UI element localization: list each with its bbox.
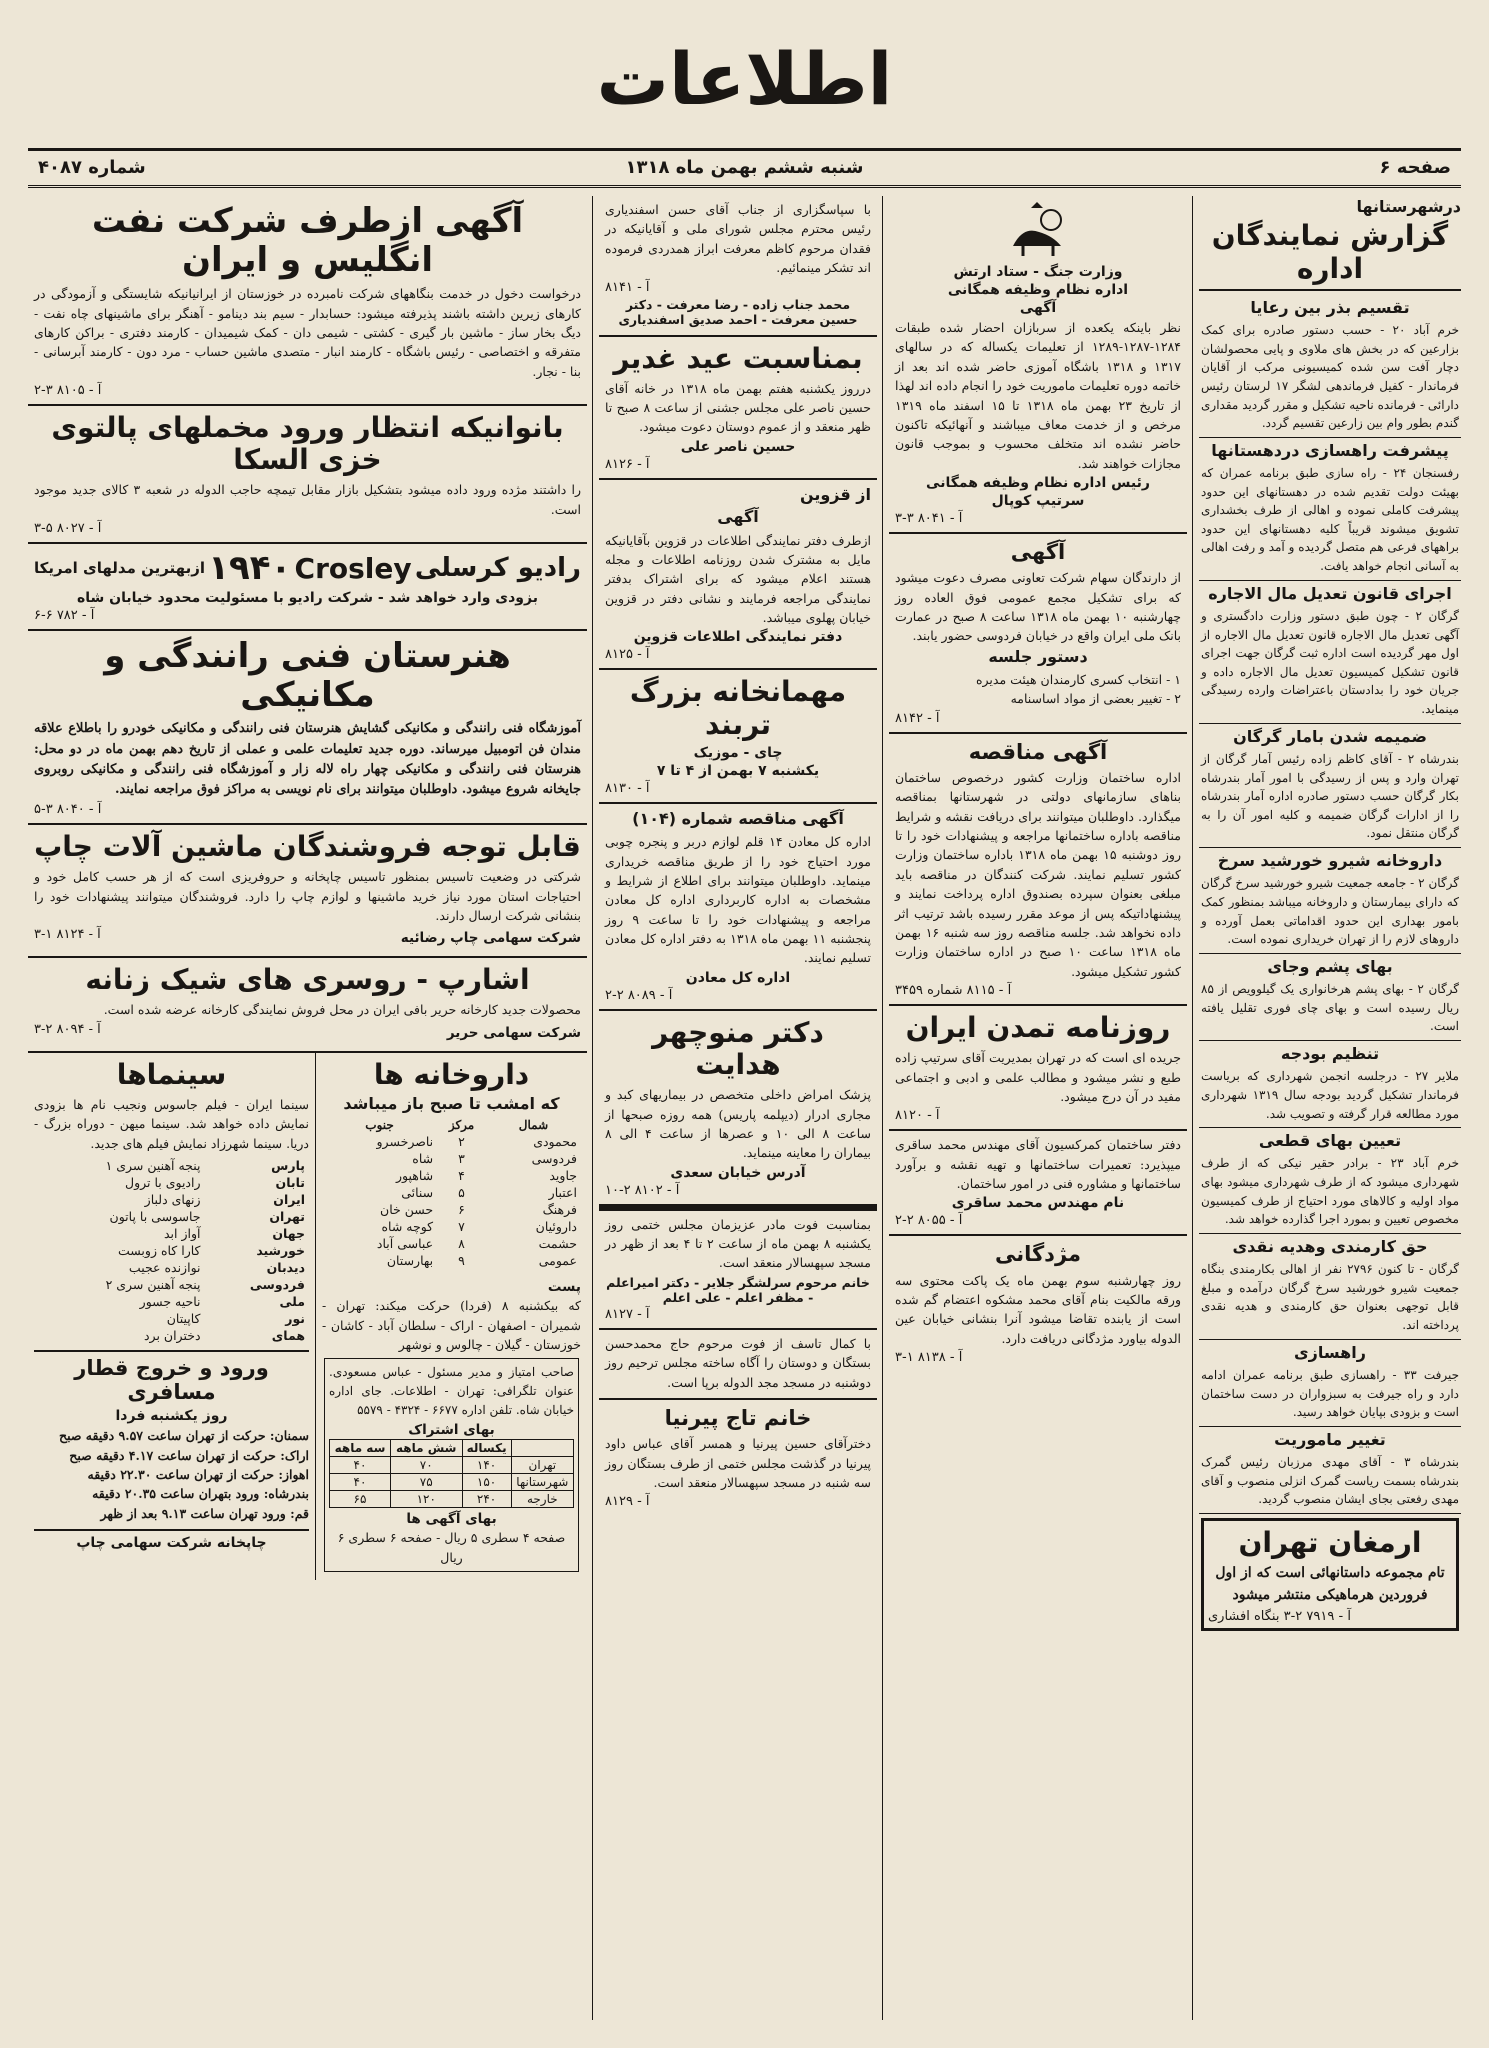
newspaper-page (28, 20, 1461, 2020)
school-text: آموزشگاه فنی رانندگی و مکانیکی گشایش هنرستان فنی رانندگی و مکانیکی خودرو را باطلاع علاقه مندان فن اتومبیل میرساند. دوره جدید تعلیمات علمی و عملی از تاریخ دهم بهمن ماه در دو محل: هنرستان فنی رانندگی و مکانیکی چهار راه لاله زار و آموزشگاه فنی رانندگی و مکانیکی روبروی جایخانه شروع میشود. داوطلبان میتوانند برای نام نویسی به مراکز فوق مراجعه نمایند. (34, 721, 581, 797)
news-heading: تنظیم بودجه (1280, 1043, 1380, 1063)
news-heading: تغییر ماموریت (1274, 1429, 1386, 1449)
train-item: بندرشاه: ورود بتهران ساعت ۲۰.۳۵ دقیقه (92, 1486, 309, 1502)
pharmacy-cell: فرهنگ (542, 1202, 577, 1218)
cinema-name: دیدبان (266, 1259, 305, 1275)
column-social (599, 196, 877, 2020)
train-list (34, 1426, 309, 1523)
doctor-heading: دکتر منوچهر هدایت (652, 1015, 824, 1082)
printing-text: شرکتی در وضعیت تاسیس بمنظور تاسیس چاپخانه و حروفریزی است که از هر حسب کامل خود و احتیاجات استان مورد نیاز خرید ماشینها و لوازم چاپ را دارد. فروشندگان میتوانند پیشنهادات خود را بنشانی شرکت ارسال دارند. (34, 869, 581, 923)
ministry-line3: آگهی (1019, 300, 1057, 316)
train-item: قم: ورود تهران ساعت ۹.۱۳ بعد از ظهر (100, 1505, 309, 1521)
subscription-cell: ۴۰ (330, 1457, 391, 1474)
mourning-notice-3 (599, 1400, 877, 1515)
qazvin-subheading: آگهی (717, 507, 759, 527)
scarf-signature: شرکت سهامی حریر (446, 1024, 581, 1041)
pharmacy-cell: ۹ (458, 1253, 465, 1269)
cinema-film: ناحیه جسور (139, 1293, 201, 1309)
cinema-name: ملی (279, 1293, 305, 1309)
subscription-cell: ۷۰ (390, 1457, 462, 1474)
paper-text: جریده ای است که در تهران بمدیریت آقای سرتیپ زاده طبع و نشر میشود و مطالب علمی و ادبی و اجتماعی مفید در آن درج میشود. (895, 1050, 1181, 1104)
news-text: خرم آباد ۲۰ - حسب دستور صادره برای کمک بزارعین که در بخش های ملاوی و پایی محصولشان دچار آفت سن شده کمیسیونی مرکب از آقایان فرماندار - کفیل فرماندهی لشگر ۱۷ لرستان رئیس دارائی - فرمانده ناحیه تشکیل و مقرر گردید مقداری گندم بطور وام بین زارعین تقسیم گردد. (1201, 323, 1459, 431)
pharmacy-cell: ۴ (458, 1168, 465, 1184)
news-heading: اجرای قانون تعدیل مال الاجاره (1208, 583, 1452, 603)
cinema-name: ایران (273, 1191, 305, 1207)
paper-heading: روزنامه تمدن ایران (905, 1011, 1171, 1045)
agenda-heading: دستور جلسه (988, 646, 1088, 666)
mourning-ref: آ - ۸۱۲۹ (605, 1494, 650, 1510)
news-text: گرگان ۲ - چون طبق دستور وزارت دادگستری و آگهی تعدیل مال الاجاره قانون تعدیل مال الاجاره از اول مهر گردیده است اداره ثبت گرگان جهت اجرای قانون تشکیل کمیسیون تعدیل مال الاجاره داده و جریان خود را بدادستان باعتراضات وارده رسیدگی مینماید. (1201, 609, 1459, 717)
news-text: گرگان ۲ - بهای پشم هرخانواری یک گیلوویص از ۸۵ ریال رسیده است و بهای چای فوری تقلیل یافته است. (1201, 982, 1460, 1034)
mourning-notice-1 (599, 1206, 877, 1330)
hotel-sub: چای - موزیک (693, 744, 783, 761)
news-heading: راهسازی (1294, 1342, 1366, 1362)
agenda-item: ۲ - تغییر بعضی از مواد اساسنامه (1010, 691, 1181, 707)
radio-text: بزودی وارد خواهد شد - شرکت رادیو با مسئولیت محدود خیابان شاه (77, 590, 538, 607)
doctor-text: پزشک امراض داخلی متخصص در بیماریهای کبد و مجاری ادرار (دیپلمه پاریس) همه روزه صبحها از ساعت ۸ الی ۱۰ و عصرها از ساعت ۴ الی ۸ بیماران را معاینه مینماید. (605, 1087, 871, 1161)
section-label: درشهرستانها (1356, 197, 1461, 216)
fur-text: را داشتند مژده ورود داده میشود بتشکیل بازار مقابل تیمچه حاجب الدوله در شعبه ۳ کالای جدید موجود است. (34, 482, 582, 517)
subscription-table (329, 1439, 574, 1508)
sub-col: یکساله (462, 1440, 511, 1457)
reward-ref: آ - ۸۱۳۸ ۱-۳ (895, 1350, 963, 1366)
ministry-line2: اداره نظام وظیفه همگانی (947, 282, 1129, 298)
cinema-row (34, 1259, 309, 1276)
eid-notice (599, 337, 877, 480)
oil-heading: آگهی ازطرف شرکت نفت انگلیس و ایران (91, 201, 524, 281)
school-ref: آ - ۸۰۴۰ ۳-۵ (34, 801, 102, 817)
news-text: خرم آباد ۲۳ - برادر حقیر نیکی که از طرف شهرداری میشود که از طرف شهرداری میشود بهای مواد اولیه و کالاهای مورد احتیاج از طرف کمیسیون مخصوص تعیین و بمورد اجرا گذارده خواهد شد. (1201, 1156, 1459, 1227)
printing-signature: شرکت سهامی چاپ رضائیه (400, 930, 581, 947)
thanks-ref: آ - ۸۱۴۱ (605, 279, 650, 295)
section-headline: گزارش نمایندگان اداره (1199, 220, 1461, 290)
thanks-text: با سپاسگزاری از جناب آقای حسن اسفندیاری رئیس محترم مجلس شورای ملی و آقایانیکه در فقدان مرحوم کاظم معرفت ابراز همدردی فرموده اند تشکر مینمائیم. (605, 202, 871, 276)
cinema-name: پارس (271, 1157, 305, 1173)
train-item: اراک: حرکت از تهران ساعت ۴.۱۷ دقیقه صبح (69, 1447, 309, 1463)
scarf-heading: اشارپ - روسری های شیک زنانه (85, 963, 530, 997)
mines-ref: آ - ۸۰۸۹ ۲-۲ (605, 987, 673, 1003)
engineer-ref: آ - ۸۰۵۵ ۲-۲ (895, 1213, 963, 1229)
printing-footer (34, 925, 581, 950)
sub-col: سه ماهه (330, 1440, 391, 1457)
coop-notice (889, 534, 1187, 734)
mines-tender (599, 804, 877, 1011)
pharmacy-row (322, 1167, 581, 1184)
pharmacy-cell: داروئیان (535, 1219, 577, 1235)
column-ads (28, 196, 587, 2020)
thanks-signature: محمد جناب زاده - رضا معرفت - دکتر حسین معرفت - احمد صدیق اسفندیاری (618, 296, 858, 327)
news-item (1199, 1234, 1461, 1340)
post-heading: پست (547, 1279, 581, 1296)
pharmacy-cell: سنائی (401, 1185, 434, 1201)
news-item (1199, 438, 1461, 581)
ad-text: تام مجموعه داستانهائی است که از اول فروردین هرماهیکی منتشر میشود (1215, 1565, 1445, 1603)
pharmacy-col: شمال (518, 1118, 549, 1133)
cinema-row (34, 1327, 309, 1344)
news-item (1199, 1427, 1461, 1514)
mines-heading: آگهی مناقصه شماره (۱۰۴) (632, 808, 844, 828)
cinema-name: نور (285, 1310, 305, 1326)
tender-ref: آ - ۸۱۱۵ شماره ۳۴۵۹ (895, 983, 1012, 999)
fur-ref: آ - ۸۰۲۷ ۵-۳ (34, 521, 102, 537)
ministry-signatory: سرتیپ کوپال (991, 493, 1085, 509)
agenda-item: ۱ - انتخاب کسری کارمندان هیئت مدیره (975, 672, 1181, 688)
column-rule (592, 196, 593, 2020)
news-heading: بهای پشم وجای (1267, 956, 1393, 976)
oil-company-ad (28, 196, 587, 406)
coop-ref: آ - ۸۱۴۲ (895, 710, 940, 726)
thanks-notice (599, 196, 877, 337)
cinema-table (34, 1157, 309, 1344)
doctor-ad (599, 1011, 877, 1206)
subscription-cell: ۲۴۰ (462, 1491, 511, 1508)
mourning-ref: آ - ۸۱۲۷ (605, 1306, 650, 1322)
subscription-row (330, 1491, 574, 1508)
tender-text: اداره ساختمان وزارت کشور درخصوص ساختمان بناهای سازمانهای دولتی در شهرستانها بمناقصه میگذارد. داوطلبان میتوانند برای دریافت نقشه و شرایط مناقصه باداره ساختمانها مراجعه و پیشنهادات خود را تا روز دوشنبه ۱۵ بهمن ماه ۱۳۱۸ باداره ساختمان وزارت کشور تسلیم نمایند. شرکت کنندگان در مناقصه باید مبلغی بعنوان سپرده بصندوق اداره پرداخت نمایند و پیشنهاداتیکه پس از موعد مقرر رسیده باشد ترتیب اثر داده نخواهد شد. جلسه مناقصه روز سه شنبه ۱۶ بهمن ماه ۱۳۱۸ ساعت ۱۰ صبح در اداره ساختمان وزارت کشور تشکیل میشود. (895, 769, 1181, 979)
pharmacy-cell: ۳ (458, 1151, 465, 1167)
ad-armaghan (1201, 1518, 1459, 1631)
cinema-name: جهان (272, 1225, 305, 1241)
pharmacy-row (322, 1235, 581, 1252)
pharmacy-cell: عباسی آباد (376, 1236, 434, 1252)
hotel-ad (599, 670, 877, 803)
subscription-cell: ۱۲۰ (390, 1491, 462, 1508)
listings-area (28, 1053, 587, 1580)
pharmacy-row (322, 1150, 581, 1167)
cinema-row (34, 1276, 309, 1293)
ministry-signature: رئیس اداره نظام وظیفه همگانی (926, 475, 1150, 491)
mourning-text: دخترآقای حسین پیرنیا و همسر آقای عباس داود پیرنیا در گذشت مجلس ختمی از طرف بستگان روز سه شنبه در مسجد سپهسالار منعقد است. (605, 1436, 871, 1490)
reward-text: روز چهارشنبه سوم بهمن ماه یک پاکت محتوی سه ورقه مالکیت بنام آقای محمد مشکوه اعتضام گم شده است از یابنده تقاضا میشود آنرا بنشانی خیابان عین الدوله بیاورد مژدگانی دریافت دارد. (895, 1272, 1181, 1346)
scarf-text: محصولات جدید کارخانه حریر بافی ایران در محل فروش نمایندگی کارخانه عرضه شده است. (103, 1002, 581, 1018)
qazvin-signature: دفتر نمایندگی اطلاعات قزوین (633, 629, 843, 646)
cinema-film: آواز ابد (164, 1225, 201, 1241)
pharmacy-cell: اعتبار (548, 1185, 577, 1201)
subscription-row (330, 1474, 574, 1491)
cinema-film: کارا کاه زوبست (118, 1242, 201, 1258)
news-text: بندرشاه ۳ - آقای مهدی مرزبان رئیس گمرک بندرشاه بسمت ریاست گمرک انزلی منصوب و آقای مهدی رفعتی بجای ایشان منصوب گردید. (1201, 1455, 1459, 1507)
subscription-cell: ۶۵ (330, 1491, 391, 1508)
subscription-heading: بهای اشتراک (408, 1422, 495, 1439)
dateline (28, 148, 1461, 188)
cinema-name: فردوسی (249, 1276, 305, 1292)
qazvin-text: ازطرف دفتر نمایندگی اطلاعات در قزوین بآقایانیکه مایل به مشترک شدن روزنامه اطلاعات و مجله هستند اعلام میشود که برای اشتراک بدفتر نمایندگی مراجعه فرمایند و نشانی دفتر در قزوین خیابان پهلوی میباشد. (605, 532, 871, 626)
ministry-line1: وزارت جنگ - ستاد ارتش (953, 264, 1123, 280)
fur-ad (28, 406, 587, 544)
radio-heading: رادیو کرسلی (414, 553, 581, 584)
pharmacy-cell: حشمت (538, 1236, 577, 1252)
tender-heading: آگهی مناقصه (968, 739, 1108, 764)
doctor-address: آدرس خیابان سعدی (670, 1164, 806, 1181)
cinema-name: تهران (269, 1208, 305, 1224)
eid-signature: حسین ناصر علی (680, 438, 796, 455)
pharmacy-col: جنوب (365, 1118, 394, 1133)
cinema-train-area (28, 1053, 315, 1580)
hotel-time: یکشنبه ۷ بهمن از ۴ تا ۷ (656, 762, 820, 779)
lion-sun-emblem-icon (895, 202, 1181, 262)
ministry-notice (889, 196, 1187, 534)
cinema-film: جاسوسی با پاتون (109, 1208, 201, 1224)
pharmacy-cell: شاهپور (396, 1168, 434, 1184)
news-list (1199, 295, 1461, 1514)
news-item (1199, 848, 1461, 954)
subscription-cell: ۱۴۰ (462, 1457, 511, 1474)
news-item (1199, 581, 1461, 724)
pharmacy-cell: فردوسی (531, 1151, 577, 1167)
hotel-ref: آ - ۸۱۳۰ (605, 780, 650, 796)
cinema-name: تابان (275, 1174, 305, 1190)
column-provinces (1199, 196, 1461, 2020)
sub-col: شش ماهه (390, 1440, 462, 1457)
subscription-cell: تهران (511, 1457, 573, 1474)
radio-banner (34, 548, 581, 588)
cinema-row (34, 1310, 309, 1327)
subscription-cell: خارجه (511, 1491, 573, 1508)
pharmacy-cell: حسن خان (380, 1202, 434, 1218)
eid-text: درروز یکشنبه هفتم بهمن ماه ۱۳۱۸ در خانه آقای حسین ناصر علی مجلس جشنی از ساعت ۸ صبح تا ظهر منعقد و از عموم دوستان دعوت میشود. (605, 380, 871, 435)
subscription-cell: ۱۵۰ (462, 1474, 511, 1491)
subscription-cell: ۴۰ (330, 1474, 391, 1491)
adrates-text: صفحه ۴ سطری ۵ ریال - صفحه ۶ سطری ۶ ریال (337, 1530, 566, 1565)
subscription-row (330, 1457, 574, 1474)
news-item (1199, 1041, 1461, 1128)
cinema-row (34, 1191, 309, 1208)
pharmacy-cell: عمومی (538, 1253, 577, 1269)
subscription-cell: ۷۵ (390, 1474, 462, 1491)
cinema-row (34, 1225, 309, 1242)
pharmacy-row (322, 1201, 581, 1218)
train-item: سمنان: حرکت از تهران ساعت ۹.۵۷ دقیقه صبح (59, 1428, 309, 1444)
mourning-text: بمناسبت فوت مادر عزیزمان مجلس ختمی روز یکشنبه ۸ بهمن ماه از ساعت ۲ تا ۴ بعد از ظهر در مسجد سپهسالار منعقد است. (605, 1216, 871, 1271)
cinema-row (34, 1157, 309, 1174)
mines-text: اداره کل معادن ۱۴ قلم لوازم دربر و پنجره چوبی مورد احتیاج خود را از طریق مناقصه خریداری مینماید. داوطلبان میتوانند برای اطلاع از شرایط و مشخصات به اداره کاربرداری اداره کل معادن مراجعه و پیشنهادات خود را تا ساعت ۹ روز پنجشنبه ۱۱ بهمن ماه ۱۳۱۸ به دفتر اداره کل معادن تسلیم نمایند. (605, 834, 871, 966)
post-text: که بیکشنبه ۸ (فردا) حرکت میکند: تهران - شمیران - اصفهان - اراک - سلطان آباد - کاشان - خوزستان - گیلان - چالوس و نوشهر (322, 1298, 582, 1352)
radio-year: ۱۹۴۰ (208, 548, 292, 589)
tender-notice (889, 734, 1187, 1006)
mines-signature: اداره کل معادن (685, 969, 791, 986)
cinema-name: همای (271, 1327, 305, 1343)
pharmacy-cell: بهارستان (386, 1253, 434, 1269)
cinema-heading: سینماها (116, 1057, 227, 1091)
coop-heading: آگهی (1010, 540, 1066, 564)
mourning-text: با کمال تاسف از فوت مرحوم حاج محمدحسن بستگان و دوستان را آگاه ساخته مجلس ترحیم روز دوشنبه در مسجد مجد الدوله برپا است. (605, 1335, 871, 1390)
pharmacy-cell: ناصرخسرو (376, 1134, 434, 1150)
qazvin-heading: از قزوین (799, 484, 871, 504)
pharmacy-cell: ۵ (458, 1185, 465, 1201)
paper-ad (889, 1006, 1187, 1131)
news-item (1199, 295, 1461, 438)
news-text: بندرشاه ۲ - آقای کاظم زاده رئیس آمار گرگان از تهران وارد و پس از رسیدگی با امور آمار بندرشاه بکار گرگان حسب دستور صادره اداره آمار بندرشاه را از ادارات گرگان ضمیمه و کلیه امور آن را به گرگان منتقل نمود. (1201, 752, 1459, 841)
pharmacy-cell: جاوید (549, 1168, 577, 1184)
pharmacy-post-area (315, 1053, 587, 1580)
admin-box (324, 1358, 579, 1572)
news-heading: پیشرفت راهسازی دردهستانها (1211, 440, 1449, 460)
pharmacy-cell: ۷ (458, 1219, 465, 1235)
pharmacy-col: مرکز (448, 1118, 475, 1133)
engineer-ad (889, 1131, 1187, 1236)
issue-date: شنبه ششم بهمن ماه ۱۳۱۸ (625, 157, 864, 178)
scarf-ref: آ - ۸۰۹۴ ۲-۳ (34, 1021, 101, 1037)
news-text: گرگان ۲ - جامعه جمعیت شیرو خورشید سرخ گرگان که دارای بیمارستان و داروخانه میباشد بمنظور کمک بامور بهداری این حدود اقداماتی بعمل آورده و داروهای لازم را از تهران خریداری نموده است. (1201, 876, 1459, 947)
masthead (28, 20, 1461, 138)
mourning-heading: خانم تاج پیرنیا (664, 1405, 812, 1430)
column-rule (882, 196, 883, 2020)
reward-heading: مژدگانی (994, 1242, 1082, 1267)
printing-heading: قابل توجه فروشندگان ماشین آلات چاپ (34, 829, 581, 863)
fur-heading: بانوانیکه انتظار ورود مخملهای پالتوی خزی السکا (51, 411, 564, 477)
doctor-ref: آ - ۸۱۰۲ ۲-۱۰ (605, 1182, 680, 1198)
qazvin-notice (599, 480, 877, 671)
ad-title: ارمغان تهران (1238, 1525, 1422, 1559)
issue-number: شماره ۴۰۸۷ (38, 157, 146, 178)
column-notices (889, 196, 1187, 2020)
ad-ref: آ - ۷۹۱۹ ۲-۳ بنگاه افشاری (1208, 1608, 1351, 1624)
pharmacy-row (322, 1133, 581, 1150)
cinema-row (34, 1242, 309, 1259)
cinema-row (34, 1208, 309, 1225)
pharmacy-cell: محمودی (533, 1134, 577, 1150)
train-heading: ورود و خروج قطار مسافری (34, 1350, 309, 1404)
cinema-row (34, 1293, 309, 1310)
pharmacy-row (322, 1252, 581, 1269)
admin-text: صاحب امتیاز و مدیر مسئول - عباس مسعودی. عنوان تلگرافی: تهران - اطلاعات. جای اداره خیابان شاه. تلفن اداره ۶۶۷۷ - ۴۳۲۴ - ۵۵۷۹ (329, 1365, 574, 1417)
oil-ref: آ - ۸۱۰۵ ۳-۲ (34, 383, 102, 399)
news-text: جیرفت ۳۳ - راهسازی طبق برنامه عمران ادامه دارد و راه جیرفت به سبزواران در دست ساختمان است و بزودی بپایان خواهد رسید. (1201, 1368, 1459, 1420)
cinema-name: خورشید (256, 1242, 305, 1258)
oil-text: درخواست دخول در خدمت بنگاههای شرکت نامبرده در خوزستان از ایرانیانیکه شایستگی و آزمودگی در کارهای زیرین داشته باشند پذیرفته میشود: حسابدار - سیم بند دینامو - آهنگر برای ماشینهای چاه نفت - دیگ بخار ساز - ماشین بار گیری - کشتی - شیمی دان - کمک شیمیدان - کارمند دفتری - براکن کارهای متفرقه و اختصاصی - رئیس باشگاه - کارمند انبار - متصدی ماشین حساب - مرد دون - کارمند آبرسانی - بنا - نجار. (34, 286, 581, 379)
news-item (1199, 954, 1461, 1041)
driving-school-ad (28, 631, 587, 825)
scarf-footer (34, 1020, 581, 1045)
eid-heading: بمناسبت عید غدیر (613, 341, 863, 375)
cinema-film: پنجه آهنین سری ۲ (105, 1276, 201, 1292)
scarf-ad (28, 958, 587, 1052)
ministry-text: نظر باینکه یکعده از سربازان احضار شده طبقات ۱۲۸۴-۱۲۸۷-۱۲۸۹ از تعلیمات یکساله که در سالهای ۱۳۱۷ و ۱۳۱۸ باشگاه آموزی حاضر شده اند بعد از خاتمه دوره تعلیمات ماموریت خود را انجام داده اند لهذا از تاریخ ۲۳ بهمن ماه ۱۳۱۸ تا ۱۵ اسفند ماه ۱۳۱۹ مرخص و از خدمت معاف میباشند و آنهائیکه تاکنون حاضر نشده اند متخلف محسوب و بموجب قانون مجازات خواهند شد. (895, 320, 1182, 471)
printer-line: چاپخانه شرکت سهامی چاپ (34, 1529, 309, 1551)
pharmacy-cell: ۸ (458, 1236, 465, 1252)
news-heading: تقسیم بذر بین رعایا (1250, 297, 1410, 317)
mourning-notice-2 (599, 1330, 877, 1400)
cinema-film: پنجه آهنین سری ۱ (105, 1157, 201, 1173)
pharmacy-subheading: که امشب تا صبح باز میباشد (343, 1093, 560, 1113)
pharmacy-cell: ۲ (458, 1134, 465, 1150)
news-heading: ضمیمه شدن بامار گرگان (1233, 726, 1427, 746)
news-heading: تعیین بهای قطعی (1258, 1131, 1402, 1151)
news-item (1199, 1340, 1461, 1427)
news-text: ملایر ۲۷ - درجلسه انجمن شهرداری که بریاست فرماندار تشکیل گردید بودجه سال ۱۳۱۹ شهرداری مورد مطالعه قرار گرفته و تصویب شد. (1201, 1069, 1459, 1121)
cinema-film: دختران برد (143, 1327, 201, 1343)
masthead-title: اطلاعات (596, 37, 893, 121)
reward-notice (889, 1236, 1187, 1371)
cinema-row (34, 1174, 309, 1191)
radio-tagline: ازبهترین مدلهای امریکا (34, 559, 205, 578)
pharmacy-cell: ۶ (458, 1202, 465, 1218)
pharmacy-heading: داروخانه ها (373, 1057, 530, 1091)
adrates-heading: بهای آگهی ها (406, 1511, 497, 1528)
mourning-signature: خانم مرحوم سرلشگر جلایر - دکتر امیراعلم - مظفر اعلم - علی اعلم (606, 1274, 870, 1305)
cinema-film: رادیوی با ترول (124, 1174, 201, 1190)
train-item: اهواز: حرکت از تهران ساعت ۲۲.۳۰ دقیقه (87, 1467, 309, 1482)
pharmacy-table (322, 1117, 581, 1269)
eid-ref: آ - ۸۱۲۶ (605, 456, 650, 472)
pharmacy-cell: شاه (412, 1151, 434, 1167)
qazvin-ref: آ - ۸۱۲۵ (605, 647, 650, 663)
radio-brand: Crosley (294, 551, 412, 585)
news-item (1199, 1128, 1461, 1234)
coop-text: از دارندگان سهام شرکت تعاونی مصرف دعوت میشود که برای تشکیل مجمع عمومی فوق العاده روز چهارشنبه ۱۰ بهمن ماه ۱۳۱۸ ساعت ۸ صبح در عمارت بانک ملی ایران واقع در خیابان فردوسی حضور یابند. (895, 570, 1181, 644)
column-rule (1192, 196, 1193, 2020)
pharmacy-row (322, 1218, 581, 1235)
engineer-text: دفتر ساختمان کمرکسیون آقای مهندس محمد ساقری میپذیرد: تعمیرات ساختمانها و تهیه نقشه و برآورد ساختمانها و مشاوره فنی در امور ساختمان. (895, 1137, 1181, 1192)
school-heading: هنرستان فنی رانندگی و مکانیکی (104, 636, 511, 716)
paper-ref: آ - ۸۱۲۰ (895, 1108, 940, 1124)
hotel-heading: مهمانخانه بزرگ تربند (629, 675, 847, 741)
printing-ad (28, 825, 587, 958)
subscription-cell: شهرستانها (511, 1474, 573, 1491)
pharmacy-cell: کوچه شاه (381, 1219, 434, 1235)
cinema-film: کاپیتان (166, 1310, 201, 1326)
page-number: صفحه ۶ (1379, 157, 1451, 178)
cinema-text: سینما ایران - فیلم جاسوس ونجیب نام ها بزودی نمایش داده خواهد شد. سینما میهن - دوراه بزرگ - دریا. سینما شهرزاد نمایش فیلم های جدید. (34, 1096, 309, 1151)
news-text: گرگان - تا کنون ۲۷۹۶ نفر از اهالی بکارمندی بنگاه جمعیت شیرو خورشید سرخ گرگان درآمده و مبلغ قابل توجهی بعنوان حق کارمندی و هدیه نقدی پرداخته اند. (1201, 1262, 1459, 1333)
news-text: رفسنجان ۲۴ - راه سازی طبق برنامه عمران که بهیئت دولت تقدیم شده در دهستانهای این حدود پیشرفت کاملی نموده و اهالی از طرف بخشداری تشویق میشوند قریباً کلیه دهستانهای این حدود براههای فرعی هم متصل گردیده و آمد و رفت اهالی به آسانی انجام خواهد یافت. (1201, 466, 1459, 574)
news-item (1199, 724, 1461, 848)
news-heading: داروخانه شیرو خورشید سرخ (1217, 850, 1443, 870)
pharmacy-row (322, 1184, 581, 1201)
engineer-signature: نام مهندس محمد ساقری (951, 1195, 1125, 1212)
printing-ref: آ - ۸۱۲۴ ۱-۳ (34, 927, 101, 943)
news-heading: حق کارمندی وهدیه نقدی (1232, 1236, 1428, 1256)
ministry-ref: آ - ۸۰۴۱ ۳-۳ (895, 511, 963, 526)
cinema-film: زنهای دلباز (144, 1191, 201, 1207)
radio-ad (28, 544, 587, 631)
train-subheading: روز یکشنبه فردا (115, 1408, 228, 1425)
cinema-film: نوازنده عجیب (128, 1259, 201, 1275)
radio-ref: آ - ۷۸۲ ۶-۶ (34, 608, 95, 624)
